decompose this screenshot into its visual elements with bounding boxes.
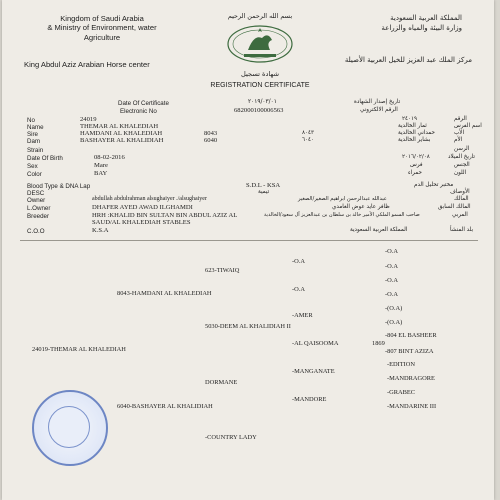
field-dam-value: BASHAYER AL KHALIDIAH <box>80 137 164 144</box>
pedigree-g4-7: -804 EL BASHEER <box>385 332 437 339</box>
breeder-value-2: SAUD/AL KHALEDIAH STABLES <box>92 219 191 226</box>
pedigree-g3-6: -MANDORE <box>292 396 327 403</box>
coo-label-ar: بلد المنشأ <box>450 227 473 233</box>
field-color-value-ar: حمراء <box>408 170 422 176</box>
sire-number-ar: ٨٠٤٣ <box>302 130 315 136</box>
field-dob-value-ar: ٢٠١٦/٠٢/٠٨ <box>402 154 430 160</box>
pedigree-sire: 8043-HAMDANI AL KHALEDIAH <box>117 290 212 297</box>
blood-label: Blood Type & DNA Lap <box>27 183 91 190</box>
cert-date-label: Date Of Certificate <box>118 100 169 107</box>
field-sire-label-ar: الأب <box>454 130 465 136</box>
coo-value-ar: المملكة العربية السعودية <box>350 227 408 233</box>
pedigree-g4-3: -O.A <box>385 277 398 284</box>
pedigree-sire-sire: 623-TIWAIQ <box>205 267 240 274</box>
pedigree-g4-10: -MANDRAGORE <box>387 375 435 382</box>
header-en-line3: Agriculture <box>83 32 121 42</box>
sire-number: 8043 <box>204 130 218 137</box>
pedigree-g3-3: -AMER <box>292 312 313 319</box>
pedigree-dam: 6040-BASHAYER AL KHALIDIAH <box>117 403 213 410</box>
blood-label-ar: مختبر تحليل الدم <box>414 182 454 188</box>
pedigree-g4-8: -807 BINT AZIZA <box>385 348 434 355</box>
cert-date-label-ar: تاريخ إصدار الشهادة <box>354 99 401 105</box>
owner-value: abdullah abdulrahman alsughaiyer ./alsughaiyer <box>92 196 207 202</box>
lowner-label-ar: المالك السابق <box>438 204 471 210</box>
pedigree-g3-4: -AL QAISOOMA <box>292 340 339 347</box>
field-no-label-ar: الرقم <box>454 116 467 122</box>
pedigree-g4-1: -O.A <box>385 248 398 255</box>
certificate-title: REGISTRATION CERTIFICATE <box>210 82 310 89</box>
field-strain-label: Strain <box>27 147 44 154</box>
field-color-label-ar: اللون <box>454 170 467 176</box>
field-color-value: BAY <box>94 170 108 177</box>
breeder-label-ar: المربي <box>452 212 468 218</box>
cert-enum-label: Electronic No <box>120 108 157 115</box>
blood-value: S.D.L - KSA <box>246 182 281 189</box>
field-strain-label-ar: الرسن <box>454 146 470 152</box>
owner-value-ar: عبدالله عبدالرحمن ابراهيم الصغير/الصغير <box>298 196 387 202</box>
pedigree-dam-sire: DORMANE <box>205 379 238 386</box>
field-name-value: THEMAR AL KHALEDIAH <box>80 123 159 130</box>
coo-value: K.S.A <box>92 227 109 234</box>
stamp-inner-ring <box>48 406 90 448</box>
field-sire-value: HAMDANI AL KHALEDIAH <box>80 130 163 137</box>
pedigree-subject: 24019-THEMAR AL KHALEDIAH <box>32 346 126 353</box>
center-name-ar: مركز الملك عبد العزيز للخيل العربية الأصيلة <box>344 56 472 64</box>
field-no-value-ar: ٢٤٠١٩ <box>402 116 418 122</box>
pedigree-g4-9: -EDITION <box>387 361 416 368</box>
lowner-label: L.Owner <box>27 205 51 212</box>
field-dob-value: 08-02-2016 <box>94 154 125 161</box>
center-name-en: King Abdul Aziz Arabian Horse center <box>24 60 150 69</box>
coo-label: C.O.O <box>27 228 45 235</box>
header-en-line1: Kingdom of Saudi Arabia <box>60 14 144 23</box>
dam-number-ar: ٦٠٤٠ <box>302 137 315 143</box>
cert-enum-value: 682000100006563 <box>234 107 284 114</box>
field-sex-value-ar: فرس <box>410 162 423 168</box>
field-name-value-ar: ثمار الخالدية <box>398 123 427 129</box>
pedigree-g4-5: -(O.A) <box>385 305 403 312</box>
cert-date-value: ٢٠١٩/٠٣/٠١ <box>248 99 277 105</box>
field-color-label: Color <box>27 171 42 178</box>
field-sex-value: Mare <box>94 162 108 169</box>
basmala: بسم الله الرحمن الرحيم <box>227 12 293 20</box>
certificate-title-ar: شهادة تسجيل <box>240 70 280 78</box>
breeder-label: Breeder <box>27 213 50 220</box>
header-ar-line1: المملكة العربية السعودية <box>390 14 462 22</box>
pedigree-g4-4: -O.A <box>385 291 398 298</box>
lowner-value: DHAFER AYED AWAD ILGHAMDI <box>92 204 193 211</box>
field-dam-label: Dam <box>27 138 41 145</box>
field-dam-value-ar: بشاير الخالدية <box>398 137 431 143</box>
breeder-value-ar: صاحب السمو الملكي الأمير خالد بن سلطان بن عبدالعزيز آل سعود/الخالدية <box>264 212 420 218</box>
field-no-label: No <box>27 117 35 124</box>
field-dam-label-ar: الأم <box>454 137 463 143</box>
field-dob-label: Date Of Birth <box>27 155 63 162</box>
pedigree-g3-5: -MANGANATE <box>292 368 335 375</box>
field-sex-label: Sex <box>27 163 38 170</box>
header-ar-line2: وزارة البيئة والمياه والزراعة <box>381 23 462 32</box>
header-en <box>32 14 172 42</box>
pedigree-g3-1: -O.A <box>292 258 305 265</box>
pedigree-g4-11: -GRABEC <box>387 389 416 396</box>
pedigree-sire-dam: 5030-DEEM AL KHALIDIAH II <box>205 323 291 330</box>
field-no-value: 24019 <box>80 116 97 123</box>
blood-value-ar: تيمية <box>258 189 270 195</box>
pedigree-g4-6: -(O.A) <box>385 319 403 326</box>
certificate-page <box>2 0 494 500</box>
cert-enum-label-ar: الرقم الالكتروني <box>360 107 398 113</box>
owner-label-ar: المالك <box>454 196 469 202</box>
pedigree-divider <box>20 240 478 241</box>
field-sire-value-ar: حمداني الخالدية <box>398 130 435 136</box>
breeder-value-1: HRH :KHALID BIN SULTAN BIN ABDUL AZIZ AL <box>92 212 238 219</box>
field-dob-label-ar: تاريخ الميلاد <box>448 154 475 160</box>
field-sex-label-ar: الجنس <box>454 162 470 168</box>
field-name-label-ar: اسم الفرس <box>454 123 482 129</box>
official-stamp-icon <box>32 390 108 466</box>
pedigree-g3-2: -O.A <box>292 286 305 293</box>
desc-label-ar: الأوصاف <box>450 189 470 195</box>
pedigree-dam-dam: -COUNTRY LADY <box>205 434 257 441</box>
field-name-label: Name <box>27 124 44 131</box>
field-sire-label: Sire <box>27 131 39 138</box>
emblem-icon <box>226 22 294 66</box>
dam-number: 6040 <box>204 137 218 144</box>
header-en-line2: & Ministry of Environment, water <box>47 23 157 33</box>
pedigree-g4-12: -MANDARINE III <box>387 403 437 410</box>
desc-label: DESC <box>27 190 45 197</box>
pedigree-g4-year: 1869 <box>372 340 385 347</box>
pedigree-g4-2: -O.A <box>385 263 398 270</box>
header-ar <box>342 14 462 34</box>
lowner-value-ar: ظافر عايد عوض الغامدي <box>332 204 390 210</box>
owner-label: Owner <box>27 197 46 204</box>
